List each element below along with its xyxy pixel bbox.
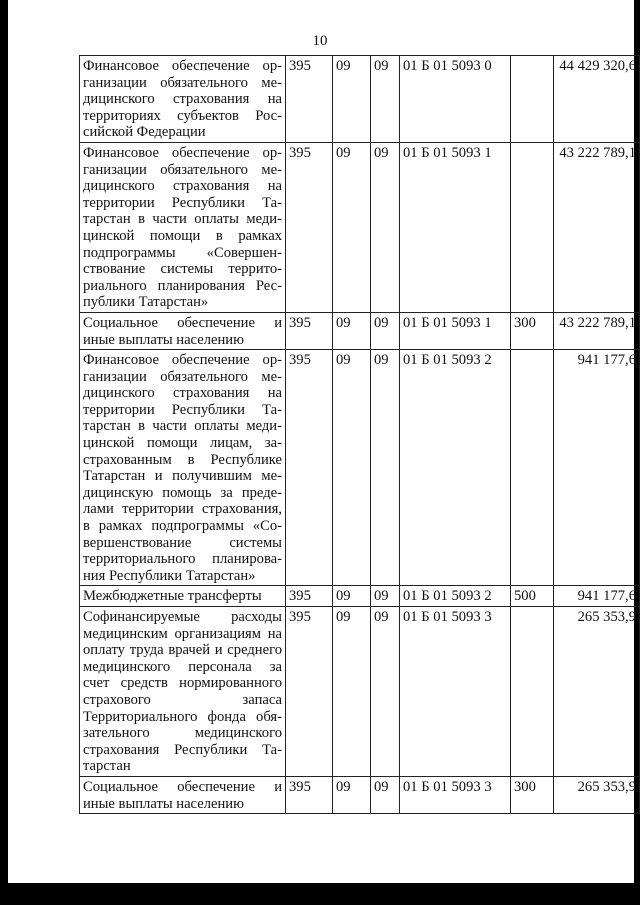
page-number: 10: [312, 33, 328, 49]
expense-name: Социальное обеспечение и иные выплаты населению: [80, 776, 286, 813]
target-article-code: 01 Б 01 5093 2: [400, 350, 511, 586]
expense-type-code: 300: [511, 312, 554, 349]
scan-border-left: [0, 0, 8, 905]
amount: 43 222 789,1: [554, 312, 640, 349]
target-article-code: 01 Б 01 5093 3: [400, 776, 511, 813]
grbs-code: 395: [286, 607, 333, 777]
amount: 941 177,6: [554, 350, 640, 586]
target-article-code: 01 Б 01 5093 0: [400, 56, 511, 143]
grbs-code: 395: [286, 350, 333, 586]
expense-type-code: [511, 607, 554, 777]
amount: 43 222 789,1: [554, 142, 640, 312]
amount: 265 353,9: [554, 776, 640, 813]
expense-name: Финансовое обеспечение организации обязательного медицинского страхования на территории Республики Татарстан в части оплаты медицинской помощи в рамках подпрограммы «Совершенствование системы территориального планирования Республики Татарстан»: [80, 142, 286, 312]
section-code: 09: [333, 776, 371, 813]
expense-type-code: [511, 350, 554, 586]
grbs-code: 395: [286, 586, 333, 607]
section-code: 09: [333, 142, 371, 312]
table-row: [80, 142, 640, 312]
grbs-code: 395: [286, 142, 333, 312]
grbs-code: 395: [286, 776, 333, 813]
target-article-code: 01 Б 01 5093 1: [400, 312, 511, 349]
expense-name: Финансовое обеспечение организации обязательного медицинского страхования на территориях субъектов Российской Федерации: [80, 56, 286, 143]
section-code: 09: [333, 607, 371, 777]
scan-border-bottom: [0, 883, 640, 905]
table-row: [80, 607, 640, 777]
expense-name: Социальное обеспечение и иные выплаты населению: [80, 312, 286, 349]
grbs-code: 395: [286, 56, 333, 143]
budget-table: [79, 55, 640, 814]
table-row: [80, 776, 640, 813]
expense-type-code: [511, 56, 554, 143]
target-article-code: 01 Б 01 5093 3: [400, 607, 511, 777]
table-row: [80, 586, 640, 607]
subsection-code: 09: [371, 586, 400, 607]
section-code: 09: [333, 56, 371, 143]
expense-type-code: 300: [511, 776, 554, 813]
target-article-code: 01 Б 01 5093 2: [400, 586, 511, 607]
expense-name: Софинансируемые расходы медицинским организациям на оплату труда врачей и среднего медицинского персонала за счет средств нормированного страхового запаса Территориального фонда обязательного медицинского страхования Республики Татарстан: [80, 607, 286, 777]
table-row: [80, 56, 640, 143]
subsection-code: 09: [371, 142, 400, 312]
subsection-code: 09: [371, 350, 400, 586]
amount: 44 429 320,6: [554, 56, 640, 143]
table-row: [80, 350, 640, 586]
expense-name: Финансовое обеспечение организации обязательного медицинского страхования на территории Республики Татарстан в части оплаты медицинской помощи лицам, застрахованным в Республике Татарстан и получившим медицинскую помощь за пределами территории страхования, в рамках подпрограммы «Совершенствование системы территориального планирования Республики Татарстан»: [80, 350, 286, 586]
section-code: 09: [333, 312, 371, 349]
subsection-code: 09: [371, 312, 400, 349]
amount: 941 177,6: [554, 586, 640, 607]
subsection-code: 09: [371, 56, 400, 143]
subsection-code: 09: [371, 607, 400, 777]
subsection-code: 09: [371, 776, 400, 813]
table-row: [80, 312, 640, 349]
section-code: 09: [333, 350, 371, 586]
section-code: 09: [333, 586, 371, 607]
grbs-code: 395: [286, 312, 333, 349]
expense-type-code: 500: [511, 586, 554, 607]
amount: 265 353,9: [554, 607, 640, 777]
expense-name: Межбюджетные трансферты: [80, 586, 286, 607]
target-article-code: 01 Б 01 5093 1: [400, 142, 511, 312]
expense-type-code: [511, 142, 554, 312]
